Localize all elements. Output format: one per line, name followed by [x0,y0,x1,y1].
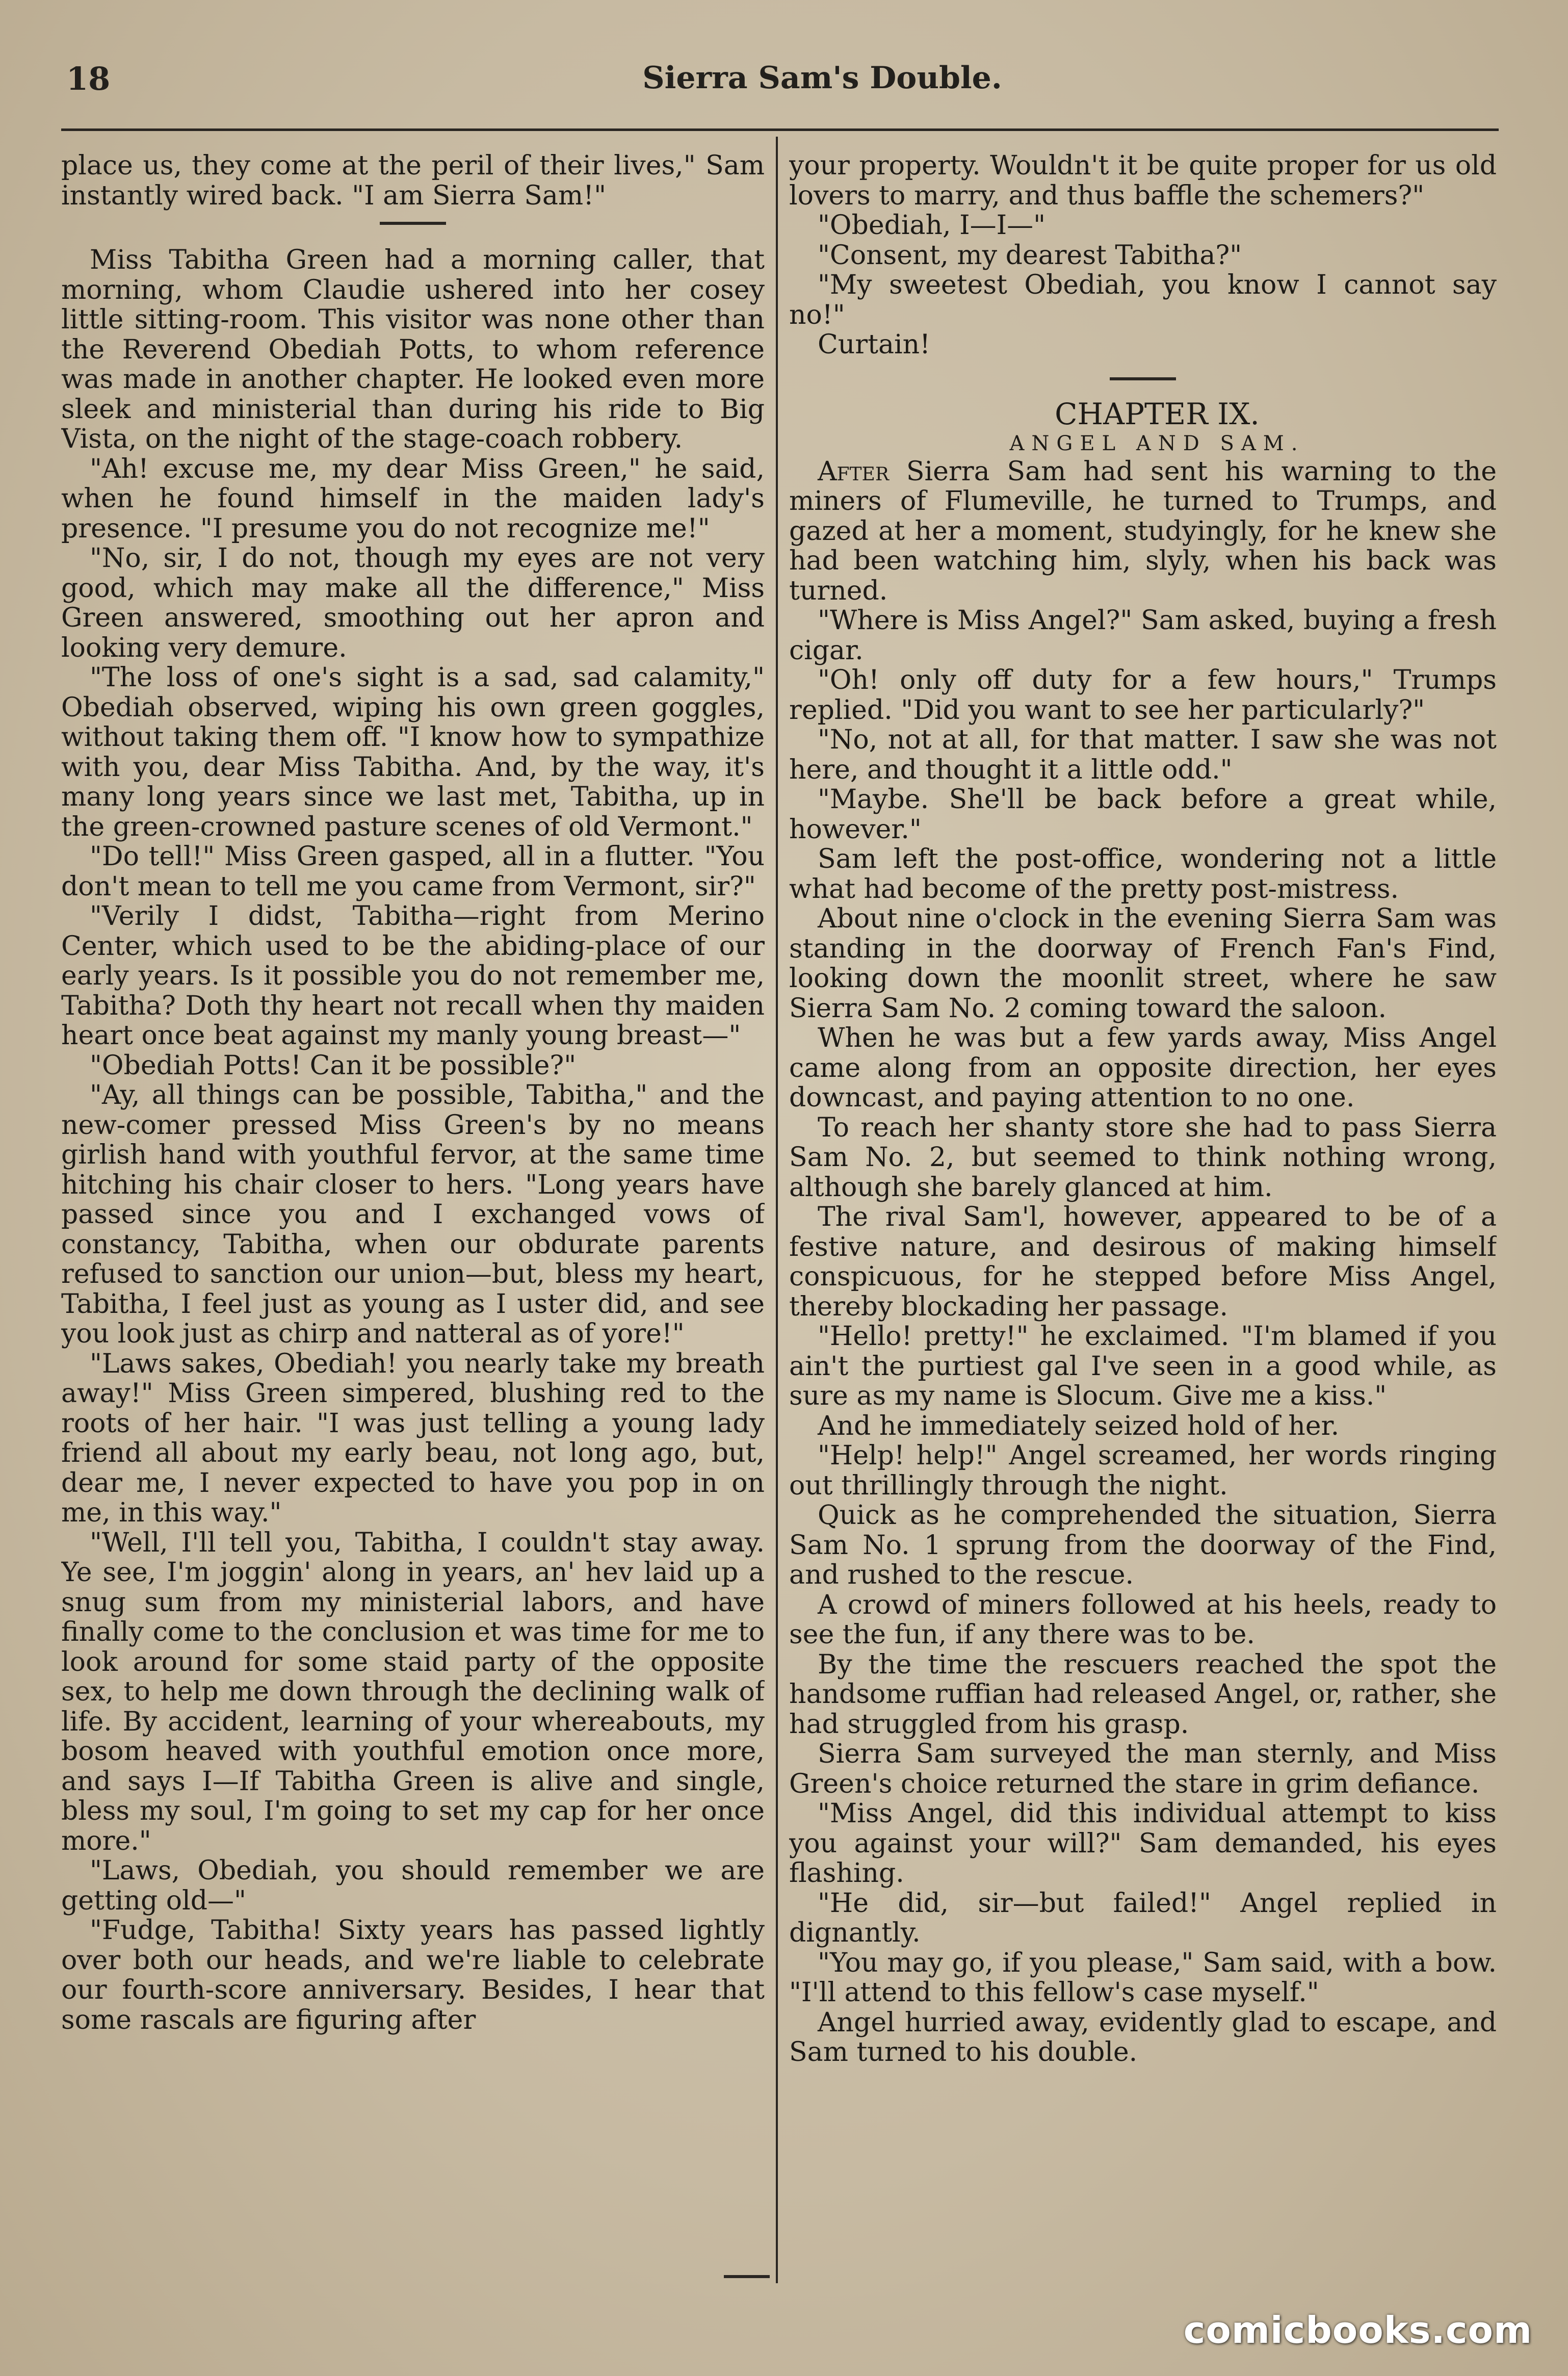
header-rule [61,128,1499,131]
chapter-break-rule [1110,377,1176,380]
paragraph: "Laws sakes, Obediah! you nearly take my breath away!" Miss Green simpered, blushing red to the roots of her hair. "I was just telling a young lady friend all about my early beau, not long ago, but, dear me, I never expected to have you pop in on me, in this way." [61,1348,765,1528]
chapter-subtitle: ANGEL AND SAM. [1009,431,1305,455]
paragraph: "Ay, all things can be possible, Tabitha," and the new-comer pressed Miss Green's by no means girlish hand with youthful fervor, at the same time hitching his chair closer to hers. "Long years have passed since you and I exchanged vows of constancy, Tabitha, when our obdurate parents refused to sanction our union—but, bless my heart, Tabitha, I feel just as young as I uster did, and see you look just as chirp and natteral as of yore!" [61,1080,765,1349]
paragraph: When he was but a few yards away, Miss Angel came along from an opposite direction, her eyes downcast, and paying attention to no one. [789,1023,1497,1113]
paragraph: "Obediah, I—I—" [818,210,1046,241]
paragraph: "Hello! pretty!" he exclaimed. "I'm blamed if you ain't the purtiest gal I've seen in a good while, as sure as my name is Slocum. Give me a kiss." [789,1321,1497,1411]
paragraph: "Ah! excuse me, my dear Miss Green," he said, when he found himself in the maiden lady's presence. "I presume you do not recognize me!" [61,453,765,544]
right-column [789,151,1497,2068]
drop-lead-word: After [818,456,889,487]
paragraph: "Fudge, Tabitha! Sixty years has passed lightly over both our heads, and we're liable to celebrate our fourth-score anniversary. Besides, I hear that some rascals are figuring after [61,1915,765,2035]
bottom-dash [724,2275,770,2278]
paragraph: "He did, sir—but failed!" Angel replied in dignantly. [789,1888,1497,1948]
paragraph: And he immediately seized hold of her. [818,1410,1340,1441]
paragraph: place us, they come at the peril of their lives," Sam instantly wired back. "I am Sierra Sam!" [61,151,765,211]
paragraph: "The loss of one's sight is a sad, sad calamity," Obediah observed, wiping his own green goggles, without taking them off. "I know how to sympathize with you, dear Miss Tabitha. And, by the way, it's many long years since we last met, Tabitha, up in the green-crowned pasture scenes of old Vermont." [61,662,765,842]
paragraph-text: Sierra Sam had sent his warning to the miners of Flumeville, he turned to Trumps, and gazed at her a moment, studyingly, for he knew she had been watching him, slyly, when his back was turned. [789,456,1497,606]
paragraph: "No, not at all, for that matter. I saw she was not here, and thought it a little odd." [789,725,1497,785]
paragraph: To reach her shanty store she had to pass Sierra Sam No. 2, but seemed to think nothing wrong, although she barely glanced at him. [789,1112,1497,1203]
paragraph: "Where is Miss Angel?" Sam asked, buying a fresh cigar. [789,605,1497,666]
paragraph [789,457,1497,606]
paragraph: Curtain! [818,329,931,360]
paragraph: Miss Tabitha Green had a morning caller, that morning, whom Claudie ushered into her cosey little sitting-room. This visitor was none other than the Reverend Obediah Potts, to whom reference was made in another chapter. He looked even more sleek and ministerial than during his ride to Big Vista, on the night of the stage-coach robbery. [61,245,765,454]
paragraph: "Oh! only off duty for a few hours," Trumps replied. "Did you want to see her particularly?" [789,665,1497,726]
paragraph: A crowd of miners followed at his heels, ready to see the fun, if any there was to be. [789,1589,1497,1650]
paragraph: Sam left the post-office, wondering not a little what had become of the pretty post-mistress. [789,844,1497,905]
watermark: comicbooks.com [1183,2309,1532,2352]
page-number: 18 [66,60,111,97]
running-title: Sierra Sam's Double. [642,60,1002,96]
paragraph: "You may go, if you please," Sam said, with a bow. "I'll attend to this fellow's case myself." [789,1947,1497,2008]
paragraph: your property. Wouldn't it be quite proper for us old lovers to marry, and thus baffle the schemers?" [789,151,1497,211]
chapter-title: CHAPTER IX. [1055,396,1260,431]
paragraph: "Verily I didst, Tabitha—right from Merino Center, which used to be the abiding-place of our early years. Is it possible you do not remember me, Tabitha? Doth thy heart not recall when thy maiden heart once beat against my manly young breast—" [61,901,765,1051]
paragraph: "No, sir, I do not, though my eyes are not very good, which may make all the difference," Miss Green answered, smoothing out her apron and looking very demure. [61,543,765,663]
paragraph: "My sweetest Obediah, you know I cannot say no!" [789,270,1497,330]
paragraph: "Maybe. She'll be back before a great while, however." [789,784,1497,845]
column-divider [776,137,778,2283]
paragraph: Sierra Sam surveyed the man sternly, and Miss Green's choice returned the stare in grim defiance. [789,1739,1497,1799]
paragraph: "Consent, my dearest Tabitha?" [818,240,1242,271]
paragraph: "Well, I'll tell you, Tabitha, I couldn't stay away. Ye see, I'm joggin' along in years, an' hev laid up a snug sum from my ministerial labors, and have finally come to the conclusion et was time for me to look around for some staid party of the opposite sex, to help me down through the declining walk of life. By accident, learning of your whereabouts, my bosom heaved with youthful emotion once more, and says I—If Tabitha Green is alive and single, bless my soul, I'm going to set my cap for her once more." [61,1527,765,1856]
scene-break-rule [380,222,446,225]
paragraph: "Miss Angel, did this individual attempt to kiss you against your will?" Sam demanded, his eyes flashing. [789,1798,1497,1889]
paragraph: "Laws, Obediah, you should remember we are getting old—" [61,1855,765,1916]
left-column [61,151,765,2035]
paragraph: "Obediah Potts! Can it be possible?" [90,1050,577,1081]
paragraph: By the time the rescuers reached the spot the handsome ruffian had released Angel, or, rather, she had struggled from his grasp. [789,1649,1497,1740]
paragraph: Angel hurried away, evidently glad to escape, and Sam turned to his double. [789,2007,1497,2068]
paragraph: "Do tell!" Miss Green gasped, all in a flutter. "You don't mean to tell me you came from Vermont, sir?" [61,841,765,902]
paragraph: "Help! help!" Angel screamed, her words ringing out thrillingly through the night. [789,1440,1497,1501]
paragraph: About nine o'clock in the evening Sierra Sam was standing in the doorway of French Fan's Find, looking down the moonlit street, where he saw Sierra Sam No. 2 coming toward the saloon. [789,903,1497,1024]
paragraph: Quick as he comprehended the situation, Sierra Sam No. 1 sprung from the doorway of the Find, and rushed to the rescue. [789,1500,1497,1590]
paragraph: The rival Sam'l, however, appeared to be of a festive nature, and desirous of making himself conspicuous, for he stepped before Miss Angel, thereby blockading her passage. [789,1202,1497,1322]
